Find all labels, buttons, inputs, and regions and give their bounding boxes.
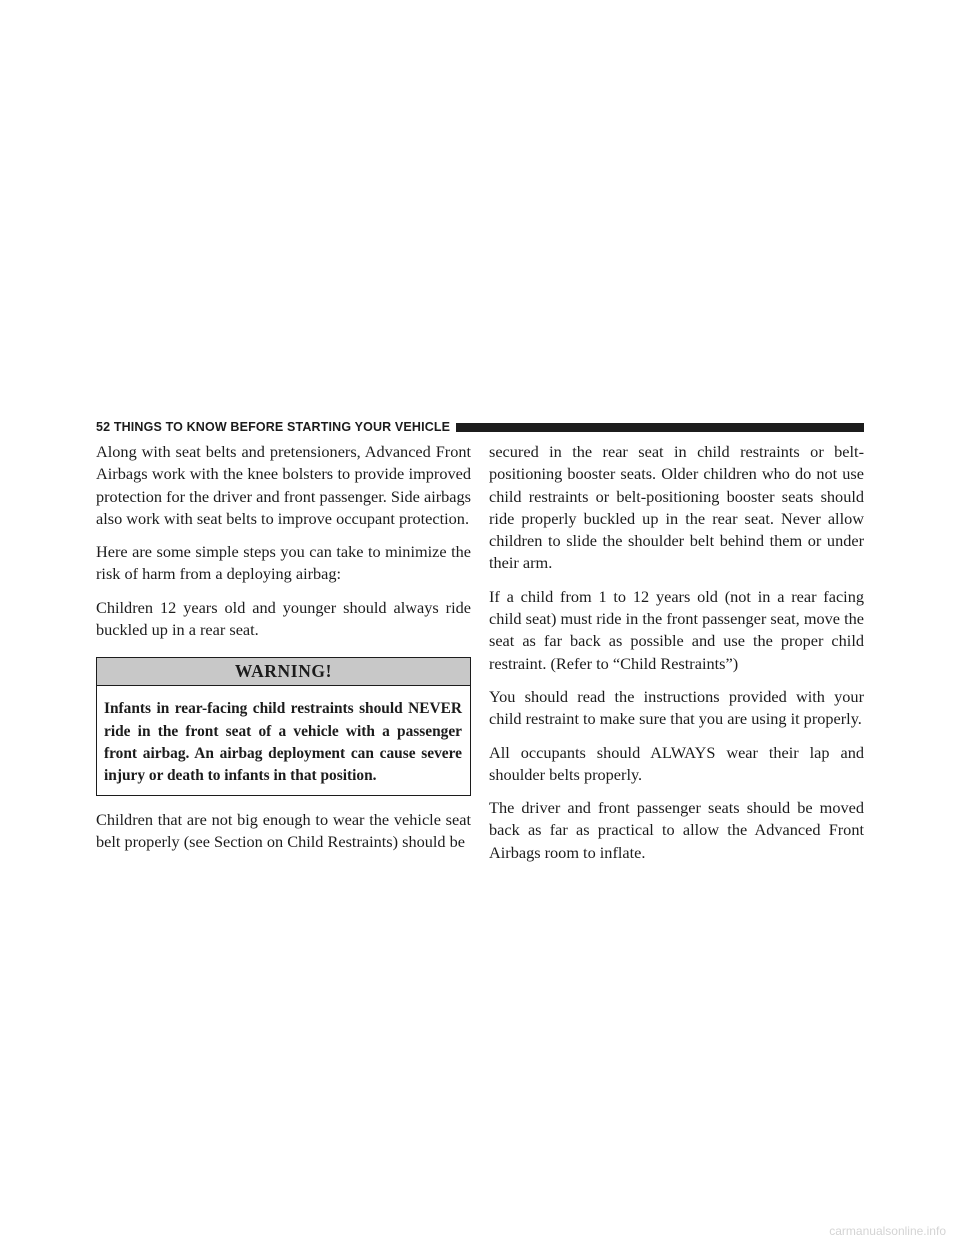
page-header-text: 52 THINGS TO KNOW BEFORE STARTING YOUR VEHICLE bbox=[96, 420, 451, 434]
paragraph: Along with seat belts and pretensioners, Advanced Front Airbags work with the knee bolsters to provide improved protection for the driver and front passenger. Side airbags also work with seat belts to improve occupant protection. bbox=[96, 442, 471, 528]
left-column bbox=[96, 441, 471, 865]
warning-box bbox=[96, 657, 471, 796]
paragraph: All occupants should ALWAYS wear their lap and shoulder belts properly. bbox=[489, 742, 864, 784]
paragraph: Here are some simple steps you can take to minimize the risk of harm from a deploying airbag: bbox=[96, 542, 471, 584]
paragraph: Children that are not big enough to wear the vehicle seat belt properly (see Section on Child Restraints) should be bbox=[96, 810, 471, 852]
right-column bbox=[489, 441, 864, 875]
paragraph: If a child from 1 to 12 years old (not in a rear facing child seat) must ride in the front passenger seat, move the seat as far back as possible and use the proper child restraint. (Refer to “Child Restraints”) bbox=[489, 586, 864, 673]
warning-body: Infants in rear-facing child restraints should NEVER ride in the front seat of a vehicle with a passenger front airbag. An airbag deployment can cause severe injury or death to infants in that position. bbox=[104, 700, 462, 784]
warning-title: WARNING! bbox=[97, 658, 470, 686]
paragraph: The driver and front passenger seats should be moved back as far as practical to allow the Advanced Front Airbags room to inflate. bbox=[489, 798, 864, 862]
header-rule bbox=[456, 423, 864, 432]
paragraph: Children 12 years old and younger should always ride buckled up in a rear seat. bbox=[96, 597, 471, 640]
page-header bbox=[96, 417, 864, 437]
paragraph: secured in the rear seat in child restraints or belt-positioning booster seats. Older children who do not use child restraints or belt-positioning booster seats should ride properly buckled up in the rear seat. Never allow children to slide the shoulder belt behind them or under their arm. bbox=[489, 442, 864, 573]
watermark: carmanualsonline.info bbox=[829, 1224, 946, 1238]
paragraph: You should read the instructions provided with your child restraint to make sure that you are using it properly. bbox=[489, 686, 864, 729]
